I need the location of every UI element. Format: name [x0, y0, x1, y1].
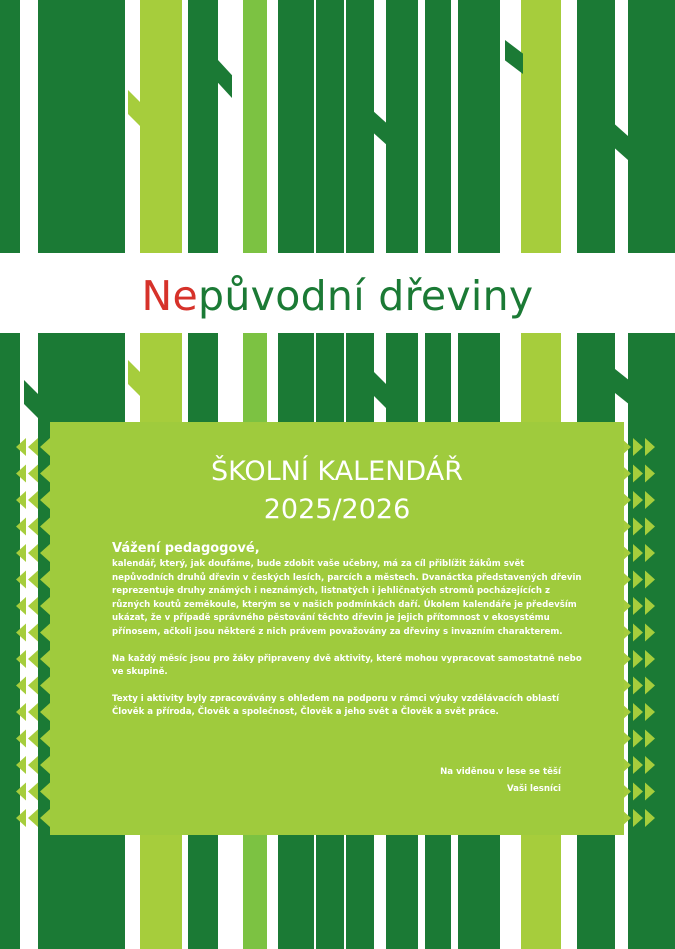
tree-branch: [218, 60, 232, 98]
arrow-marker: [645, 597, 655, 615]
calendar-panel: [50, 422, 624, 835]
arrow-marker: [645, 491, 655, 509]
tree-trunk: [243, 0, 267, 253]
arrow-marker: [16, 650, 26, 668]
paragraph-intro: kalendář, který, jak doufáme, bude zdobit vaše učebny, má za cíl přiblížit žákům svět nepůvodních druhů dřevin v českých lesích, parcích a městech. Dvanáctka představených dřevin reprezentuje druhy známých i neznámých, listnatých i jehličnatých stromů pocházejících z různých koutů zeměkoule, kterým se v našich podmínkách daří. Úkolem kalendáře je především ukázat, že v případě správného pěstování těchto dřevin je jejich přítomnost v ekosystému přínosem, ačkoli jsou některé z nich právem považovány za dřeviny s invazním charakterem.: [112, 559, 582, 637]
arrow-marker: [645, 518, 655, 536]
arrow-marker: [633, 624, 643, 642]
page-title: [0, 268, 675, 324]
arrow-marker: [16, 597, 26, 615]
tree-trunk: [577, 0, 615, 253]
arrow-marker: [28, 571, 38, 589]
arrow-marker: [16, 544, 26, 562]
tree-branch: [372, 110, 388, 146]
tree-trunk: [278, 0, 314, 253]
arrow-marker: [16, 756, 26, 774]
arrow-marker: [40, 730, 50, 748]
arrow-marker: [633, 809, 643, 827]
arrow-marker: [28, 438, 38, 456]
arrow-marker: [645, 624, 655, 642]
arrow-marker: [16, 809, 26, 827]
arrow-marker: [633, 571, 643, 589]
arrow-marker: [645, 650, 655, 668]
arrow-marker: [645, 703, 655, 721]
arrow-marker: [633, 544, 643, 562]
signoff-line-1: Na viděnou v lese se těší: [440, 767, 561, 777]
tree-trunk: [95, 0, 125, 253]
arrow-marker: [40, 756, 50, 774]
arrow-marker: [645, 756, 655, 774]
arrow-marker: [28, 491, 38, 509]
arrow-marker: [645, 544, 655, 562]
signoff-line-2: Vaši lesníci: [506, 784, 561, 794]
arrow-marker: [645, 809, 655, 827]
arrow-marker: [633, 783, 643, 801]
tree-trunk: [628, 0, 675, 253]
arrow-marker: [28, 597, 38, 615]
arrow-marker: [16, 624, 26, 642]
tree-trunk: [458, 0, 500, 253]
arrow-marker: [16, 491, 26, 509]
arrow-marker: [28, 624, 38, 642]
signoff: [440, 764, 561, 798]
arrow-marker: [633, 730, 643, 748]
arrow-marker: [633, 677, 643, 695]
arrow-marker: [40, 783, 50, 801]
arrow-marker: [633, 650, 643, 668]
title-rest: původní dřeviny: [198, 272, 534, 320]
arrow-marker: [633, 597, 643, 615]
arrow-marker: [40, 624, 50, 642]
arrow-marker: [16, 783, 26, 801]
calendar-year: 2025/2026: [263, 494, 411, 525]
arrow-marker: [28, 756, 38, 774]
letter-body: [112, 540, 582, 733]
arrow-marker: [28, 465, 38, 483]
tree-trunk: [346, 0, 374, 253]
arrow-marker: [40, 809, 50, 827]
paragraph-activities: Na každý měsíc jsou pro žáky připraveny dvě aktivity, které mohou vypracovat samostatně nebo ve skupině.: [112, 653, 582, 678]
tree-branch: [372, 370, 388, 410]
arrow-marker: [40, 491, 50, 509]
tree-trunk: [521, 0, 561, 253]
tree-trunk: [386, 0, 418, 253]
title-prefix: Ne: [141, 272, 199, 320]
arrow-marker: [16, 571, 26, 589]
arrow-marker: [645, 677, 655, 695]
arrow-marker: [40, 703, 50, 721]
arrow-marker: [633, 703, 643, 721]
arrow-marker: [645, 783, 655, 801]
tree-trunk: [0, 0, 20, 253]
arrow-marker: [28, 677, 38, 695]
arrow-marker: [40, 650, 50, 668]
arrow-marker: [16, 518, 26, 536]
arrow-marker: [40, 465, 50, 483]
arrow-marker: [40, 571, 50, 589]
arrow-marker: [40, 518, 50, 536]
arrow-marker: [645, 730, 655, 748]
arrow-marker: [16, 730, 26, 748]
arrow-marker: [633, 438, 643, 456]
paragraph-curriculum: Texty i aktivity byly zpracovávány s ohledem na podporu v rámci výuky vzdělávacích oblastí Člověk a příroda, Člověk a společnost, Člověk a jeho svět a Člověk a svět práce.: [112, 693, 560, 718]
arrow-marker: [28, 544, 38, 562]
arrow-marker: [28, 650, 38, 668]
tree-branch: [24, 380, 40, 420]
arrow-marker: [28, 518, 38, 536]
arrow-marker: [633, 491, 643, 509]
arrow-marker: [633, 518, 643, 536]
arrow-marker: [645, 571, 655, 589]
arrow-marker: [16, 677, 26, 695]
arrow-marker: [28, 703, 38, 721]
arrow-marker: [40, 597, 50, 615]
tree-trunk: [425, 0, 451, 253]
tree-branch: [505, 40, 523, 74]
arrow-marker: [28, 809, 38, 827]
tree-trunk: [316, 0, 344, 253]
arrow-marker: [633, 465, 643, 483]
arrow-marker: [633, 756, 643, 774]
arrow-marker: [645, 465, 655, 483]
arrow-marker: [40, 438, 50, 456]
greeting: Vážení pedagogové,: [112, 541, 260, 556]
arrow-marker: [645, 438, 655, 456]
tree-trunk: [140, 0, 182, 253]
arrow-marker: [40, 544, 50, 562]
arrow-marker: [16, 438, 26, 456]
arrow-marker: [40, 677, 50, 695]
arrow-marker: [16, 703, 26, 721]
arrow-marker: [28, 783, 38, 801]
arrow-marker: [28, 730, 38, 748]
tree-trunk: [188, 0, 218, 253]
arrow-marker: [16, 465, 26, 483]
calendar-title: ŠKOLNÍ KALENDÁŘ: [211, 456, 463, 487]
